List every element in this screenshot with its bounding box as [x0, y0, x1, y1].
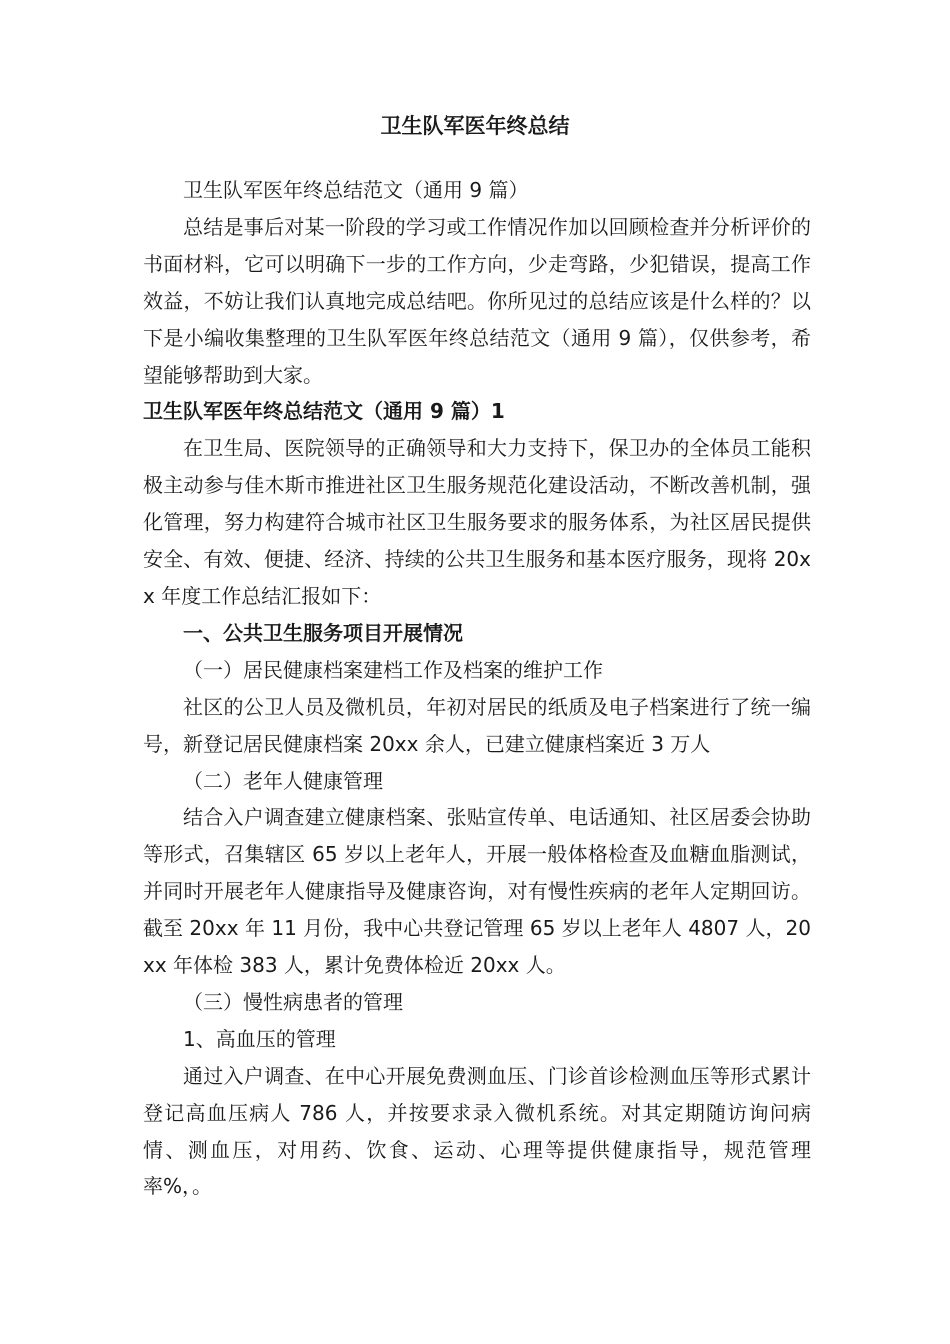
document-title: 卫生队军医年终总结: [380, 114, 570, 138]
paragraph: 在卫生局、医院领导的正确领导和大力支持下，保卫办的全体员工能积极主动参与佳木斯市推进社区卫生服务规范化建设活动，不断改善机制，强化管理，努力构建符合城市社区卫生服务要求的服务体系，为社区居民提供安全、有效、便捷、经济、持续的公共卫生服务和基本医疗服务，现将 20xx 年度工作总结汇报如下：: [143, 436, 811, 608]
section-heading: 卫生队军医年终总结范文（通用 9 篇）1: [143, 399, 505, 424]
paragraph: 卫生队军医年终总结范文（通用 9 篇）: [183, 178, 529, 202]
paragraph: 1、高血压的管理: [183, 1026, 336, 1051]
paragraph: 总结是事后对某一阶段的学习或工作情况作加以回顾检查并分析评价的书面材料，它可以明确下一步的工作方向，少走弯路，少犯错误，提高工作效益，不妨让我们认真地完成总结吧。你所见过的总结应该是什么样的？以下是小编收集整理的卫生队军医年终总结范文（通用 9 篇），仅供参考，希望能够帮助到大家。: [143, 214, 811, 387]
paragraph: 社区的公卫人员及微机员，年初对居民的纸质及电子档案进行了统一编号，新登记居民健康档案 20xx 余人，已建立健康档案近 3 万人: [143, 694, 811, 756]
paragraph: 结合入户调查建立健康档案、张贴宣传单、电话通知、社区居委会协助等形式，召集辖区 65 岁以上老年人，开展一般体格检查及血糖血脂测试，并同时开展老年人健康指导及健康咨询，对有慢性疾病的老年人定期回访。截至 20xx 年 11 月份，我中心共登记管理 65 岁以上老年人 4807 人，20xx 年体检 383 人，累计免费体检近 20xx 人。: [143, 805, 811, 978]
paragraph: （一）居民健康档案建档工作及档案的维护工作: [183, 657, 603, 682]
paragraph: （三）慢性病患者的管理: [183, 989, 403, 1014]
paragraph: （二）老年人健康管理: [183, 768, 383, 793]
document-body: [143, 172, 811, 1205]
subsection-heading: 一、公共卫生服务项目开展情况: [183, 620, 463, 645]
paragraph: 通过入户调查、在中心开展免费测血压、门诊首诊检测血压等形式累计登记高血压病人 786 人，并按要求录入微机系统。对其定期随访询问病情、测血压，对用药、饮食、运动、心理等提供健康指导，规范管理率%，。: [143, 1063, 811, 1199]
